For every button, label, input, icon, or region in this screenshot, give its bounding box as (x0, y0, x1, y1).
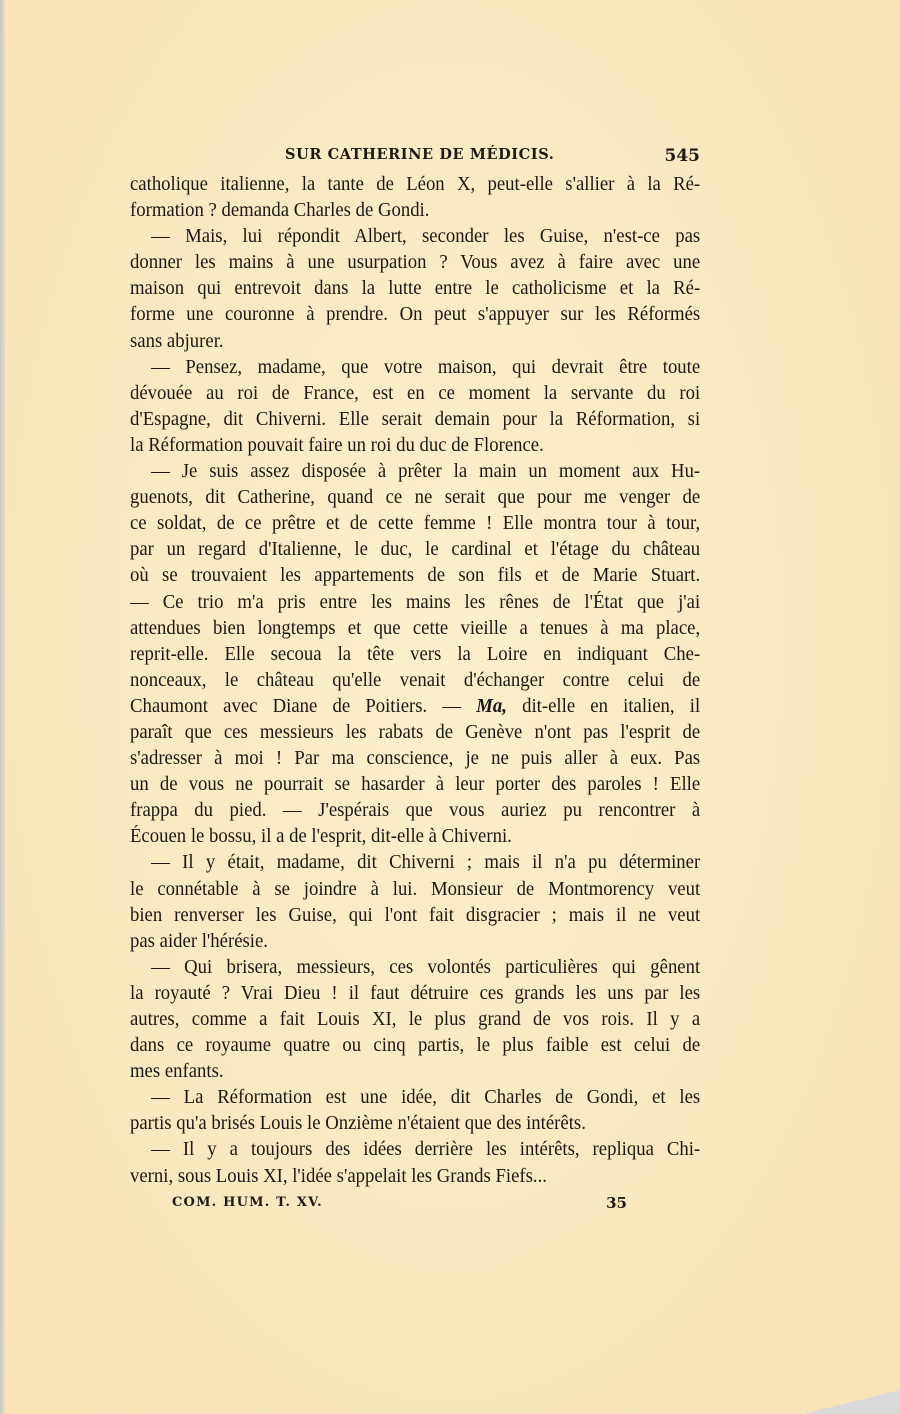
text-line: — Ce trio m'a pris entre les mains les rênes de l'État que j'ai (130, 591, 701, 613)
text-line: — Qui brisera, messieurs, ces volontés particulières qui gênent (151, 956, 701, 978)
text-line: formation ? demanda Charles de Gondi. (130, 200, 430, 222)
text-line: catholique italienne, la tante de Léon X, peut-elle s'allier à la Ré- (130, 174, 701, 195)
text-line: mes enfants. (130, 1061, 224, 1083)
text-line: — Il y a toujours des idées derrière les intérêts, repliqua Chi- (151, 1139, 701, 1161)
text-line: paraît que ces messieurs les rabats de Genève n'ont pas l'esprit de (130, 721, 701, 743)
text-line: — La Réformation est une idée, dit Charles de Gondi, et les (151, 1087, 701, 1109)
text-line: pas aider l'hérésie. (130, 930, 268, 952)
text-line: — Je suis assez disposée à prêter la main un moment aux Hu- (151, 461, 701, 483)
text-line: sans abjurer. (130, 330, 224, 352)
text-line: attendues bien longtemps et que cette vieille a tenues à ma place, (130, 617, 701, 639)
text-line: bien renverser les Guise, qui l'ont fait disgracier ; mais il ne veut (130, 904, 701, 926)
text-line: reprit-elle. Elle secoua la tête vers la Loire en indiquant Che- (130, 643, 701, 665)
text-line: — Il y était, madame, dit Chiverni ; mais il n'a pu déterminer (151, 852, 701, 874)
text-line: nonceaux, le château qu'elle venait d'échanger contre celui de (130, 669, 701, 691)
page-number: 545 (664, 146, 700, 166)
text-line: la royauté ? Vrai Dieu ! il faut détruire ces grands les uns par les (130, 982, 701, 1004)
text-line: donner les mains à une usurpation ? Vous avez à faire avec une (130, 252, 701, 274)
signature-number: 35 (606, 1194, 627, 1212)
text-line: dans ce royaume quatre ou cinq partis, le plus faible est celui de (130, 1035, 701, 1057)
text-line: un de vous ne pourrait se hasarder à leur porter des paroles ! Elle (130, 774, 701, 796)
running-title: SUR CATHERINE DE MÉDICIS. (285, 146, 555, 163)
text-span: dit-elle en italien, il (506, 695, 701, 717)
printer-signature: COM. HUM. T. XV. (172, 1195, 323, 1210)
text-line: — Pensez, madame, que votre maison, qui devrait être toute (151, 356, 701, 378)
italic-emphasis: Ma, (476, 695, 507, 717)
text-line: — Mais, lui répondit Albert, seconder les Guise, n'est-ce pas (151, 226, 701, 248)
text-line (130, 694, 700, 720)
text-span: Chaumont avec Diane de Poitiers. — (130, 695, 477, 717)
text-line: le connétable à se joindre à lui. Monsieur de Montmorency veut (130, 878, 701, 900)
text-line: d'Espagne, dit Chiverni. Elle serait demain pour la Réformation, si (130, 408, 701, 430)
text-line: par un regard d'Italienne, le duc, le cardinal et l'étage du château (130, 539, 701, 561)
text-line: maison qui entrevoit dans la lutte entre le catholicisme et la Ré- (130, 278, 701, 300)
text-line: s'adresser à moi ! Par ma conscience, je ne puis aller à eux. Pas (130, 748, 701, 770)
footer-signature-line (172, 1195, 627, 1217)
running-head (130, 144, 700, 168)
text-line: Écouen le bossu, il a de l'esprit, dit-elle à Chiverni. (130, 826, 512, 848)
text-line: autres, comme a fait Louis XI, le plus grand de vos rois. Il y a (130, 1009, 701, 1030)
text-line: où se trouvaient les appartements de son fils et de Marie Stuart. (130, 565, 701, 587)
text-line: frappa du pied. — J'espérais que vous auriez pu rencontrer à (130, 800, 701, 822)
body-text (130, 172, 700, 1190)
text-line: guenots, dit Catherine, quand ce ne serait que pour me venger de (130, 487, 701, 509)
text-line: forme une couronne à prendre. On peut s'appuyer sur les Réformés (130, 304, 701, 326)
text-line: dévouée au roi de France, est en ce moment la servante du roi (130, 382, 701, 404)
text-line: verni, sous Louis XI, l'idée s'appelait les Grands Fiefs... (130, 1165, 547, 1187)
text-line: partis qu'a brisés Louis le Onzième n'étaient que des intérêts. (130, 1113, 586, 1135)
text-line: ce soldat, de ce prêtre et de cette femme ! Elle montra tour à tour, (130, 513, 701, 535)
text-line: la Réformation pouvait faire un roi du duc de Florence. (130, 434, 544, 456)
scanner-bed-corner (804, 1390, 900, 1414)
page-left-edge-shadow (0, 0, 5, 1414)
